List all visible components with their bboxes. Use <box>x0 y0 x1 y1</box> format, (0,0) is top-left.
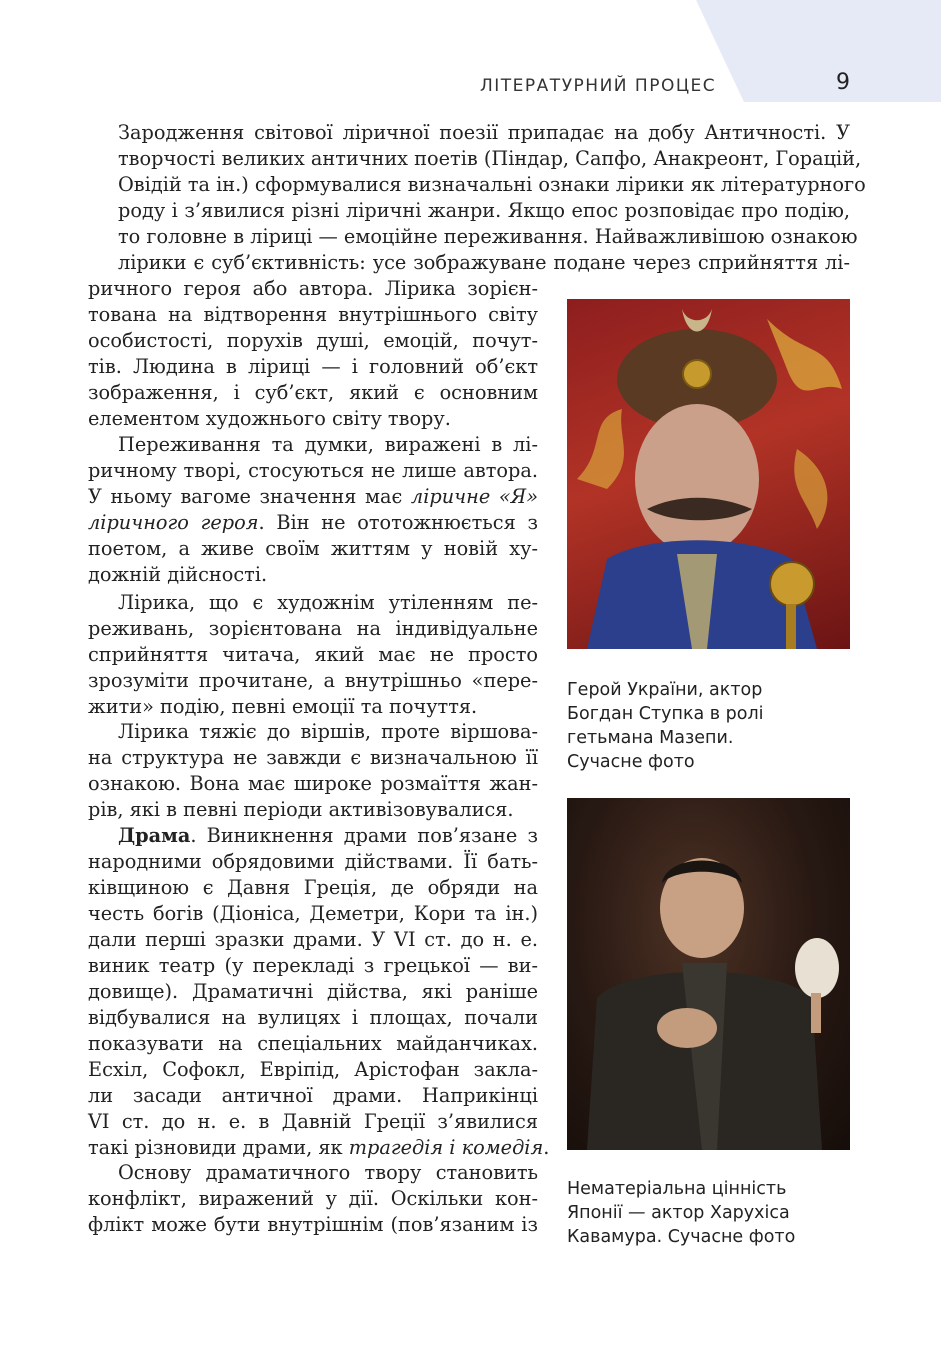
text-line: Переживання та думки, виражені в лі- <box>118 433 538 456</box>
text-line: Есхіл, Софокл, Евріпід, Арістофан закла- <box>88 1058 538 1081</box>
caption-line: Кавамура. Сучасне фото <box>567 1227 796 1247</box>
text-line <box>88 1135 550 1161</box>
text-line: тів. Людина в ліриці — і головний об’єкт <box>88 355 538 378</box>
text-line: ознакою. Вона має широке розмаїття жан- <box>88 772 538 795</box>
text-line: дали перші зразки драми. У VI ст. до н. е. <box>88 928 538 951</box>
photo-stupka-as-mazepa <box>567 299 850 649</box>
photo-kawamura-illustration <box>567 798 850 1150</box>
text-run: . Він не ототожнюється з <box>258 511 538 534</box>
text-line: ли засади античної драми. Наприкінці <box>88 1084 538 1107</box>
text-line: ричному творі, стосуються не лише автора. <box>88 459 538 482</box>
paragraph-lyric-hero <box>88 432 538 588</box>
text-line: роду і з’явилися різні ліричні жанри. Якщо епос розповідає про подію, <box>118 199 850 222</box>
page-number: 9 <box>836 70 850 95</box>
text-run: такі різновиди драми, як <box>88 1136 349 1159</box>
photo-kawamura <box>567 798 850 1150</box>
text-line: ричного героя або автора. Лірика зорієн- <box>88 277 538 300</box>
text-line: народними обрядовими дійствами. Її бать- <box>88 850 538 873</box>
text-line: елементом художнього світу твору. <box>88 407 451 430</box>
text-line: честь богів (Діоніса, Деметри, Кори та ін.) <box>88 902 538 925</box>
text-line: то головне в ліриці — емоційне переживання. Найважливішою ознакою <box>118 225 858 248</box>
caption-line: Нематеріальна цінність <box>567 1179 787 1199</box>
text-run: . Виникнення драми пов’язане з <box>190 824 538 847</box>
header-corner-decoration <box>696 0 941 102</box>
text-line: флікт може бути внутрішнім (пов’язаним із <box>88 1213 538 1236</box>
text-line: Овідій та ін.) сформувалися визначальні ознаки лірики як літературного <box>118 173 866 196</box>
paragraph-lyric-origins <box>88 120 866 276</box>
paragraph-drama-conflict <box>88 1160 538 1238</box>
term-lyric-i: ліричне «Я» <box>410 485 539 508</box>
text-line: виник театр (у перекладі з грецької — ви- <box>88 954 538 977</box>
paragraph-lyric-verse <box>88 719 538 823</box>
photo-stupka-illustration <box>567 299 850 649</box>
running-title: ЛІТЕРАТУРНИЙ ПРОЦЕС <box>480 76 717 96</box>
text-line: Зародження світової ліричної поезії припадає на добу Античності. У <box>118 121 850 144</box>
text-line: довище). Драматичні дійства, які раніше <box>88 980 538 1003</box>
caption-line: гетьмана Мазепи. <box>567 728 734 748</box>
text-line: конфлікт, виражений у дії. Оскільки кон- <box>88 1187 538 1210</box>
text-line: дожній дійсності. <box>88 563 268 586</box>
text-line: реживань, зорієнтована на індивідуальне <box>88 617 538 640</box>
term-tragedy-comedy: трагедія і комедія <box>348 1136 544 1159</box>
text-line: творчості великих античних поетів (Піндар, Сапфо, Анакреонт, Горацій, <box>118 147 862 170</box>
text-line: лірики є суб’єктивність: усе зображуване подане через сприйняття лі- <box>118 251 850 274</box>
text-line: Основу драматичного твору становить <box>118 1161 538 1184</box>
text-run: . <box>543 1136 550 1159</box>
caption-line: Богдан Ступка в ролі <box>567 704 764 724</box>
paragraph-lyric-origins-cont <box>88 276 538 432</box>
text-line: зрозуміти прочитане, а внутрішньо «пере- <box>88 669 538 692</box>
term-lyric-hero: ліричного героя <box>88 511 259 534</box>
text-line: відбувалися на вулицях і площах, почали <box>88 1006 538 1029</box>
paragraph-drama <box>88 823 550 1161</box>
text-line: показувати на спеціальних майданчиках. <box>88 1032 538 1055</box>
caption-line: Японії — актор Харухіса <box>567 1203 790 1223</box>
text-line: жити» подію, певні емоції та почуття. <box>88 695 478 718</box>
text-line <box>88 823 538 849</box>
paragraph-lyric-reader <box>88 590 538 720</box>
text-line <box>88 484 538 510</box>
text-line: тована на відтворення внутрішнього світу <box>88 303 538 326</box>
text-line <box>88 510 538 536</box>
text-run: У ньому вагоме значення має <box>88 485 411 508</box>
photo1-caption <box>567 678 857 774</box>
text-line: на структура не завжди є визначальною її <box>88 746 538 769</box>
text-line: особистості, порухів душі, емоцій, почут- <box>88 329 538 352</box>
text-line: Лірика тяжіє до віршів, проте віршова- <box>118 720 538 743</box>
term-drama: Драма <box>118 824 191 847</box>
text-line: сприйняття читача, який має не просто <box>88 643 538 666</box>
text-line: Лірика, що є художнім утіленням пе- <box>118 591 538 614</box>
text-line: ківщиною є Давня Греція, де обряди на <box>88 876 538 899</box>
text-line: зображення, і суб’єкт, який є основним <box>88 381 538 404</box>
caption-line: Сучасне фото <box>567 752 695 772</box>
photo2-caption <box>567 1177 857 1249</box>
text-line: поетом, а живе своїм життям у новій ху- <box>88 537 538 560</box>
text-line: VI ст. до н. е. в Давній Греції з’явилися <box>88 1110 538 1133</box>
caption-line: Герой України, актор <box>567 680 763 700</box>
text-line: рів, які в певні періоди активізовувалися. <box>88 798 514 821</box>
